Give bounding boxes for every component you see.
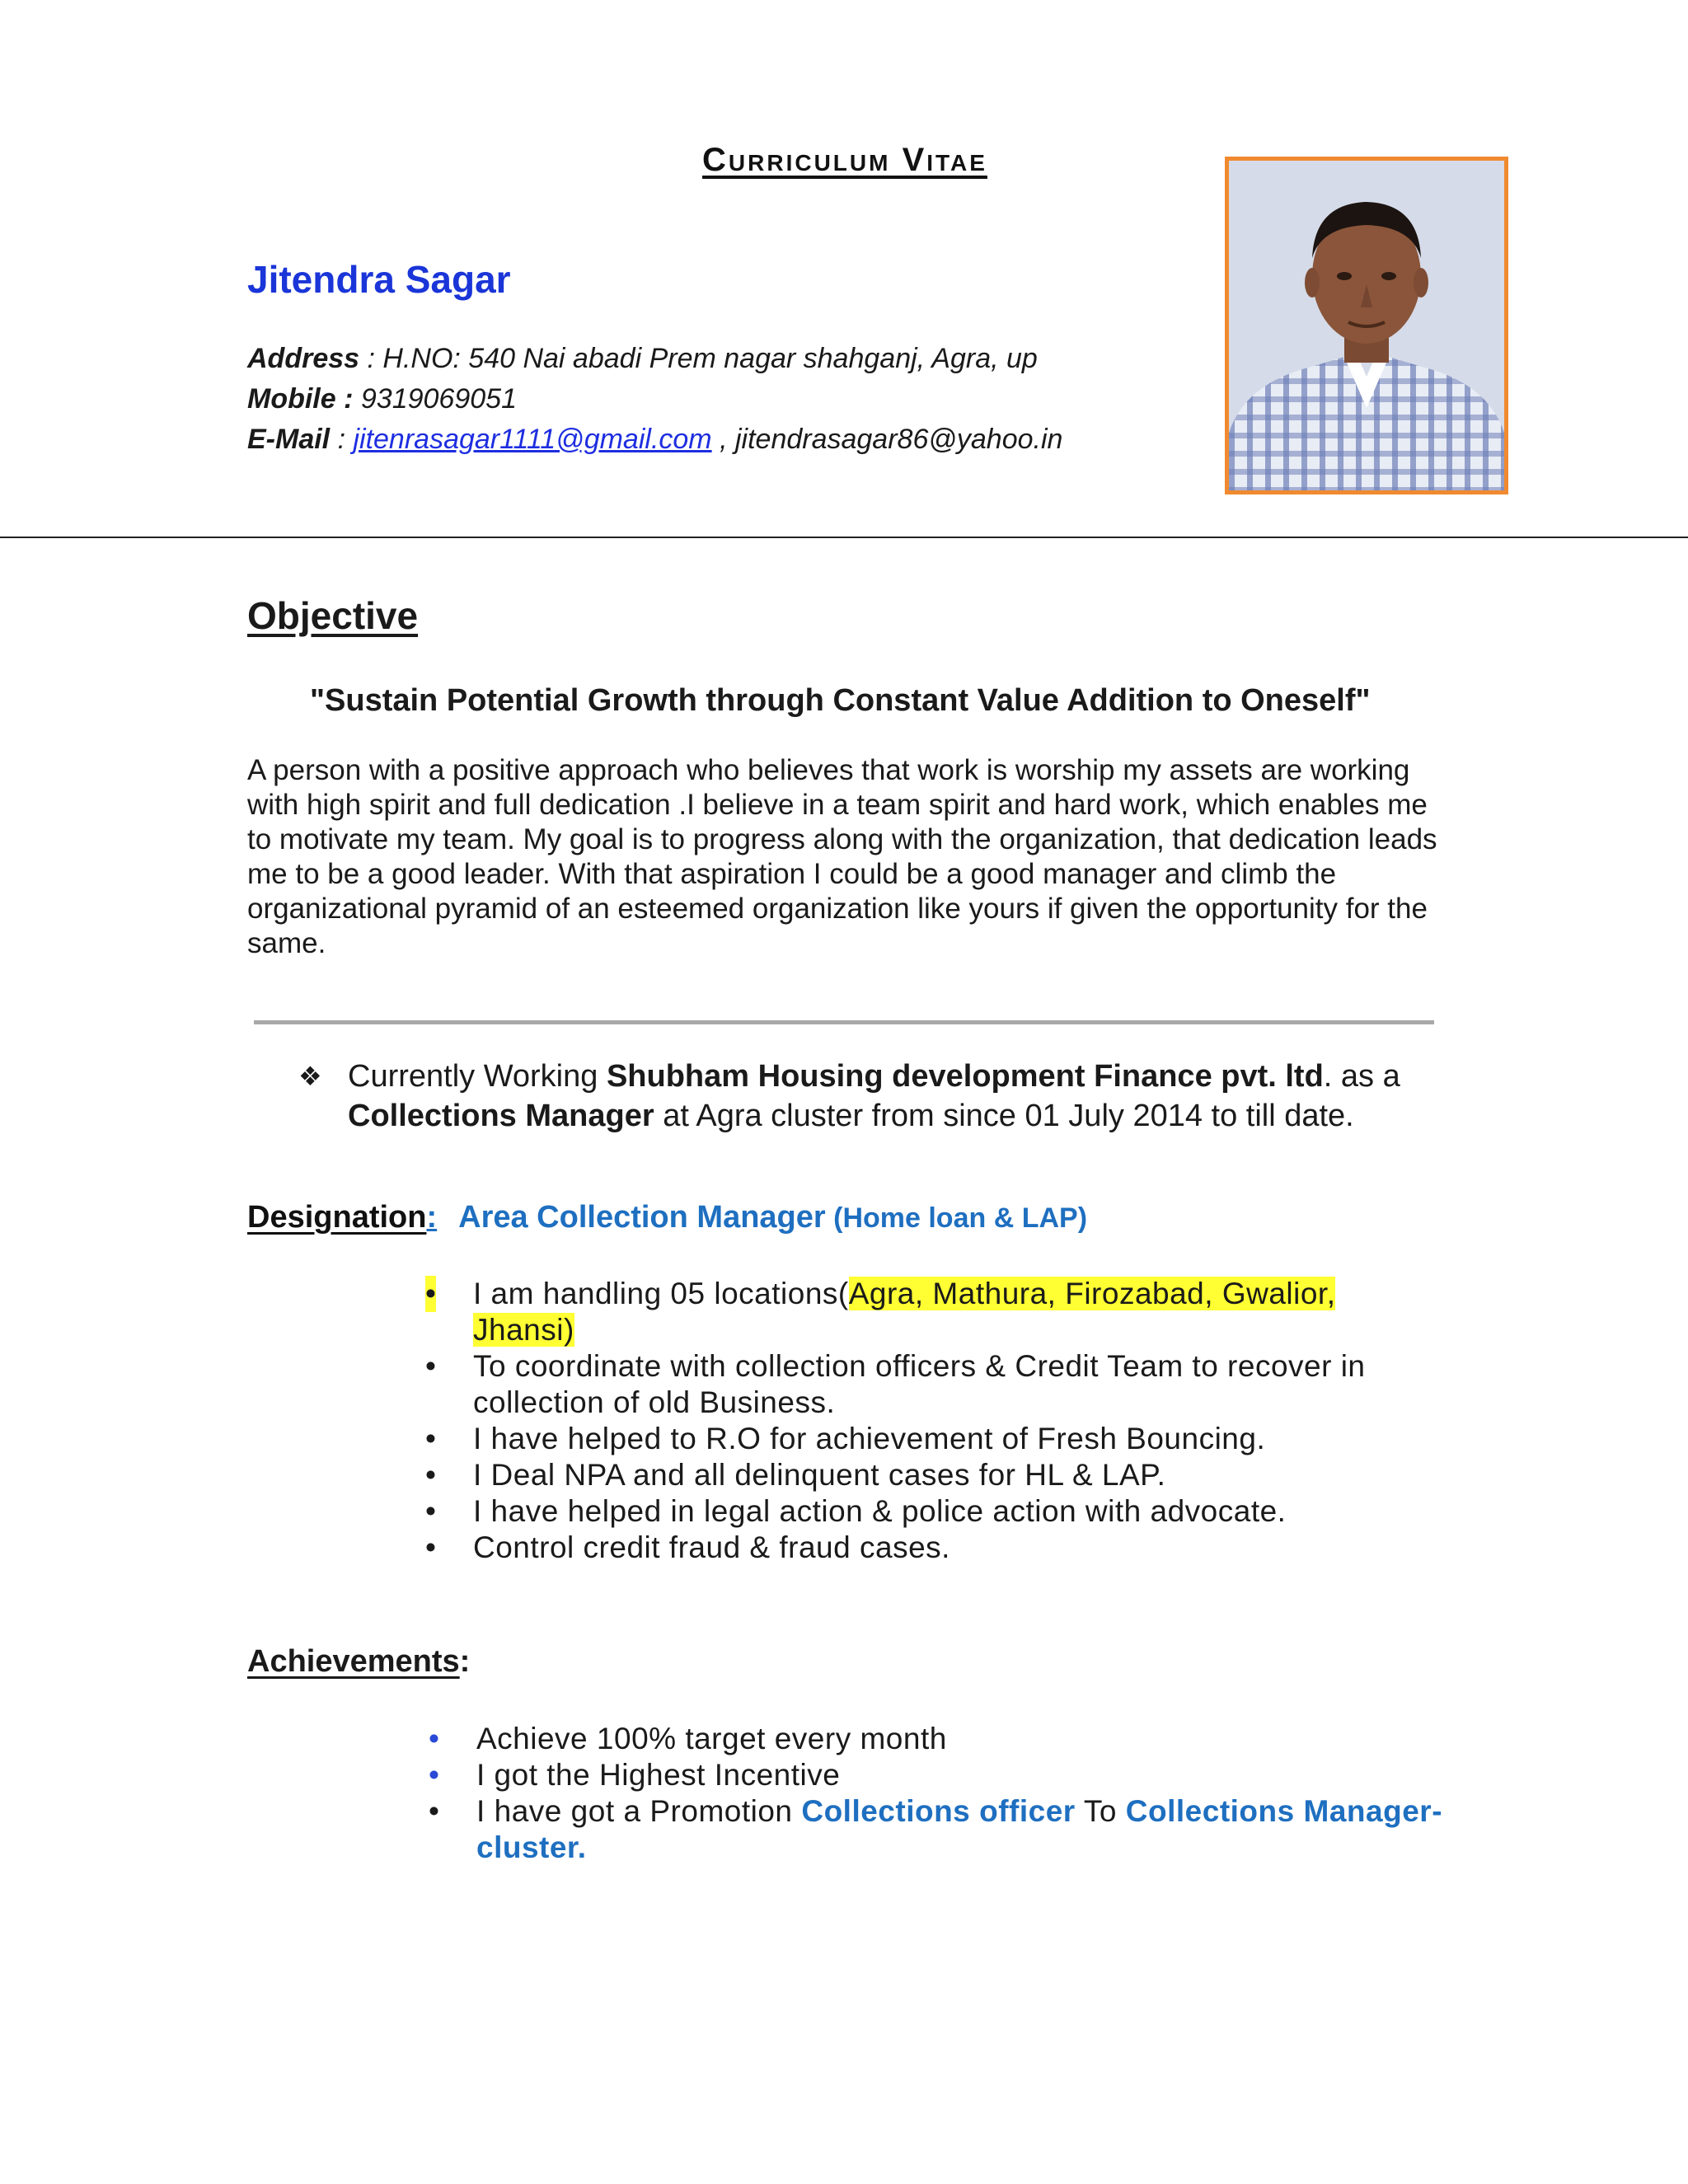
promo-from: Collections officer	[801, 1794, 1076, 1828]
achievement-text: Achieve 100% target every month	[476, 1722, 947, 1755]
bullet-icon: •	[429, 1794, 440, 1828]
promo-to: Collections Manager-cluster.	[476, 1794, 1443, 1864]
mobile-value: 9319069051	[353, 383, 517, 415]
current-employment-text	[348, 1057, 1469, 1136]
email-separator: :	[330, 424, 354, 455]
duty-text: To coordinate with collection officers & Credit Team to recover in collection of old Business.	[473, 1349, 1366, 1419]
bullet-icon: •	[425, 1349, 437, 1383]
current-employment	[298, 1057, 1469, 1136]
duties-list	[425, 1276, 1439, 1566]
email-label: E-Mail	[247, 424, 331, 455]
duty-first-pre: I am handling 05 locations(	[473, 1277, 849, 1310]
current-mid: . as a	[1323, 1059, 1400, 1094]
list-item	[429, 1721, 1442, 1757]
promo-pre: I have got a Promotion	[476, 1794, 802, 1828]
achievements-heading-line	[247, 1644, 470, 1680]
email-line	[247, 424, 1062, 456]
duty-locations-highlight: Agra, Mathura, Firozabad, Gwalior, Jhansi)	[473, 1277, 1336, 1347]
list-item	[425, 1530, 1439, 1566]
duty-text: I Deal NPA and all delinquent cases for HL & LAP.	[473, 1458, 1166, 1492]
current-role: Collections Manager	[348, 1099, 654, 1133]
designation-colon: :	[426, 1200, 438, 1235]
designation-label: Designation	[247, 1200, 427, 1235]
duty-text: I have helped in legal action & police action with advocate.	[473, 1494, 1287, 1528]
bullet-icon: •	[425, 1530, 437, 1564]
email-primary-link[interactable]: jitenrasagar1111@gmail.com	[353, 424, 712, 455]
objective-heading: Objective	[247, 594, 419, 637]
bullet-icon: •	[425, 1277, 437, 1310]
promo-mid: To	[1075, 1794, 1126, 1828]
list-item	[425, 1348, 1439, 1421]
objective-quote: "Sustain Potential Growth through Constant Value Addition to Oneself"	[310, 683, 1371, 718]
achievement-text: I got the Highest Incentive	[476, 1758, 841, 1792]
email-secondary: , jitendrasagar86@yahoo.in	[711, 424, 1063, 455]
section-divider	[254, 1020, 1434, 1024]
diamond-bullet-icon: ❖	[298, 1062, 322, 1091]
list-item	[425, 1457, 1439, 1493]
bullet-icon: •	[425, 1494, 437, 1528]
designation-value: Area Collection Manager	[458, 1200, 826, 1235]
current-pre: Currently Working	[348, 1059, 607, 1094]
list-item	[425, 1493, 1439, 1530]
achievements-colon: :	[459, 1644, 471, 1679]
duty-text: Control credit fraud & fraud cases.	[473, 1530, 950, 1564]
current-company: Shubham Housing development Finance pvt. ltd	[606, 1059, 1324, 1094]
bullet-icon: •	[425, 1458, 437, 1492]
header-divider	[0, 537, 1688, 538]
mobile-line	[247, 383, 517, 415]
bullet-icon: •	[429, 1722, 440, 1755]
achievements-list	[429, 1721, 1442, 1866]
address-value: : H.NO: 540 Nai abadi Prem nagar shahganj, Agra, up	[359, 343, 1038, 374]
candidate-name: Jitendra Sagar	[247, 258, 511, 301]
portrait-illustration	[1229, 161, 1504, 490]
bullet-icon: •	[425, 1422, 437, 1455]
duty-text: I have helped to R.O for achievement of Fresh Bouncing.	[473, 1422, 1266, 1455]
list-item	[429, 1757, 1442, 1793]
list-item	[425, 1421, 1439, 1457]
achievements-heading: Achievements	[247, 1644, 460, 1679]
bullet-icon: •	[429, 1758, 440, 1792]
current-post: at Agra cluster from since 01 July 2014 to till date.	[654, 1099, 1354, 1133]
designation-sub: (Home loan & LAP)	[825, 1202, 1088, 1234]
page-title: Curriculum Vitae	[702, 142, 987, 178]
mobile-label: Mobile :	[247, 383, 354, 415]
address-line	[247, 343, 1038, 375]
objective-paragraph: A person with a positive approach who believes that work is worship my assets are working with high spirit and full dedication .I believe in a team spirit and hard work, which enables me to motivate my team. My goal is to progress along with the organization, that dedication leads me to be a good leader. With that aspiration I could be a good manager and climb the organizational pyramid of an esteemed organization like yours if given the opportunity for the same.	[247, 754, 1437, 959]
designation-line	[247, 1200, 1087, 1235]
list-item	[425, 1276, 1439, 1348]
address-label: Address	[247, 343, 360, 374]
list-item	[429, 1793, 1442, 1866]
profile-photo	[1225, 157, 1508, 494]
